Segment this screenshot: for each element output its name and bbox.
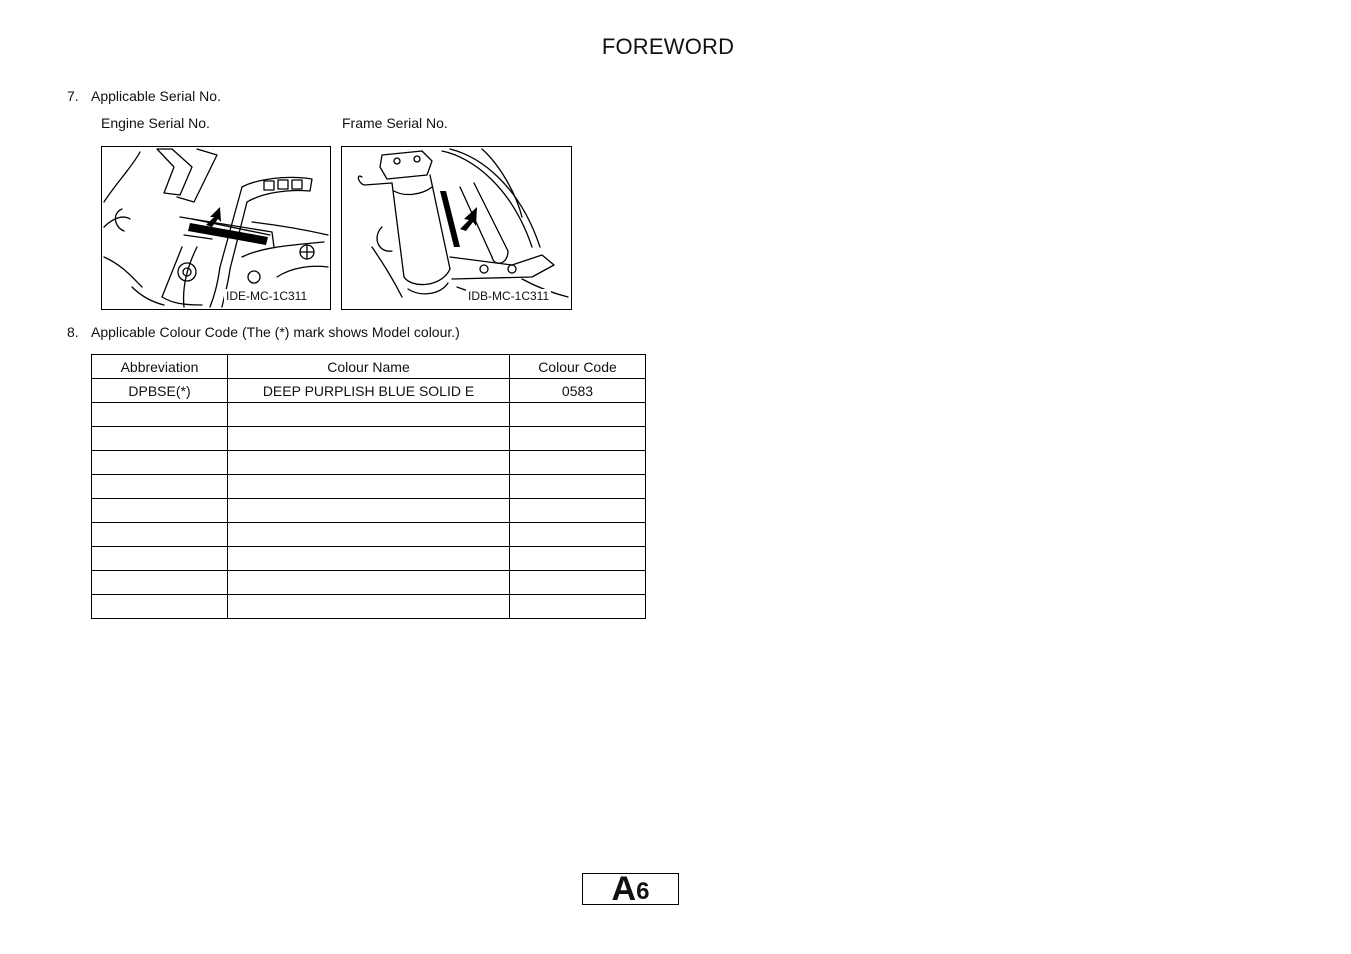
cell-abbreviation: DPBSE(*): [92, 379, 228, 403]
engine-serial-illustration: [101, 146, 331, 310]
cell-abbreviation: [92, 499, 228, 523]
table-row: [92, 379, 646, 403]
section-7-heading: [67, 88, 467, 106]
cell-colour-name: [228, 571, 510, 595]
cell-colour-code: 0583: [510, 379, 646, 403]
cell-colour-name: [228, 547, 510, 571]
cell-colour-name: [228, 427, 510, 451]
cell-abbreviation: [92, 547, 228, 571]
cell-colour-code: [510, 403, 646, 427]
cell-colour-name: [228, 475, 510, 499]
table-row: [92, 523, 646, 547]
cell-colour-name: [228, 403, 510, 427]
header-colour-name: Colour Name: [228, 355, 510, 379]
table-row: [92, 475, 646, 499]
section-7-label: Applicable Serial No.: [91, 88, 221, 104]
header-colour-code: Colour Code: [510, 355, 646, 379]
cell-colour-name: [228, 451, 510, 475]
cell-colour-code: [510, 499, 646, 523]
cell-colour-code: [510, 523, 646, 547]
cell-abbreviation: [92, 427, 228, 451]
cell-abbreviation: [92, 475, 228, 499]
table-row: [92, 571, 646, 595]
colour-code-table: [91, 354, 646, 619]
table-row: [92, 427, 646, 451]
page-number-letter: A: [611, 870, 637, 908]
page-number-digit: 6: [636, 878, 650, 906]
section-8-number: 8.: [67, 324, 79, 340]
header-abbreviation: Abbreviation: [92, 355, 228, 379]
cell-colour-code: [510, 595, 646, 619]
cell-colour-code: [510, 451, 646, 475]
engine-figure-code: IDE-MC-1C311: [226, 289, 308, 303]
cell-colour-code: [510, 547, 646, 571]
section-8-heading: [67, 324, 627, 342]
frame-serial-label: Frame Serial No.: [342, 115, 448, 131]
section-7-number: 7.: [67, 88, 79, 104]
cell-abbreviation: [92, 571, 228, 595]
cell-colour-code: [510, 571, 646, 595]
table-row: [92, 403, 646, 427]
section-8-label: Applicable Colour Code (The (*) mark shows Model colour.): [91, 324, 460, 340]
table-row: [92, 595, 646, 619]
engine-line-drawing: [102, 147, 330, 309]
table-header-row: [92, 355, 646, 379]
engine-serial-label: Engine Serial No.: [101, 115, 210, 131]
table-row: [92, 547, 646, 571]
cell-abbreviation: [92, 595, 228, 619]
frame-line-drawing: [342, 147, 571, 309]
cell-abbreviation: [92, 451, 228, 475]
cell-colour-code: [510, 427, 646, 451]
frame-figure-code: IDB-MC-1C311: [468, 289, 550, 303]
table-row: [92, 451, 646, 475]
cell-colour-name: [228, 523, 510, 547]
cell-colour-name: DEEP PURPLISH BLUE SOLID E: [228, 379, 510, 403]
cell-colour-name: [228, 595, 510, 619]
cell-colour-name: [228, 499, 510, 523]
table-row: [92, 499, 646, 523]
page-title: FOREWORD: [601, 34, 735, 59]
frame-serial-illustration: [341, 146, 572, 310]
page-number-box: [582, 870, 679, 908]
cell-abbreviation: [92, 523, 228, 547]
cell-abbreviation: [92, 403, 228, 427]
cell-colour-code: [510, 475, 646, 499]
